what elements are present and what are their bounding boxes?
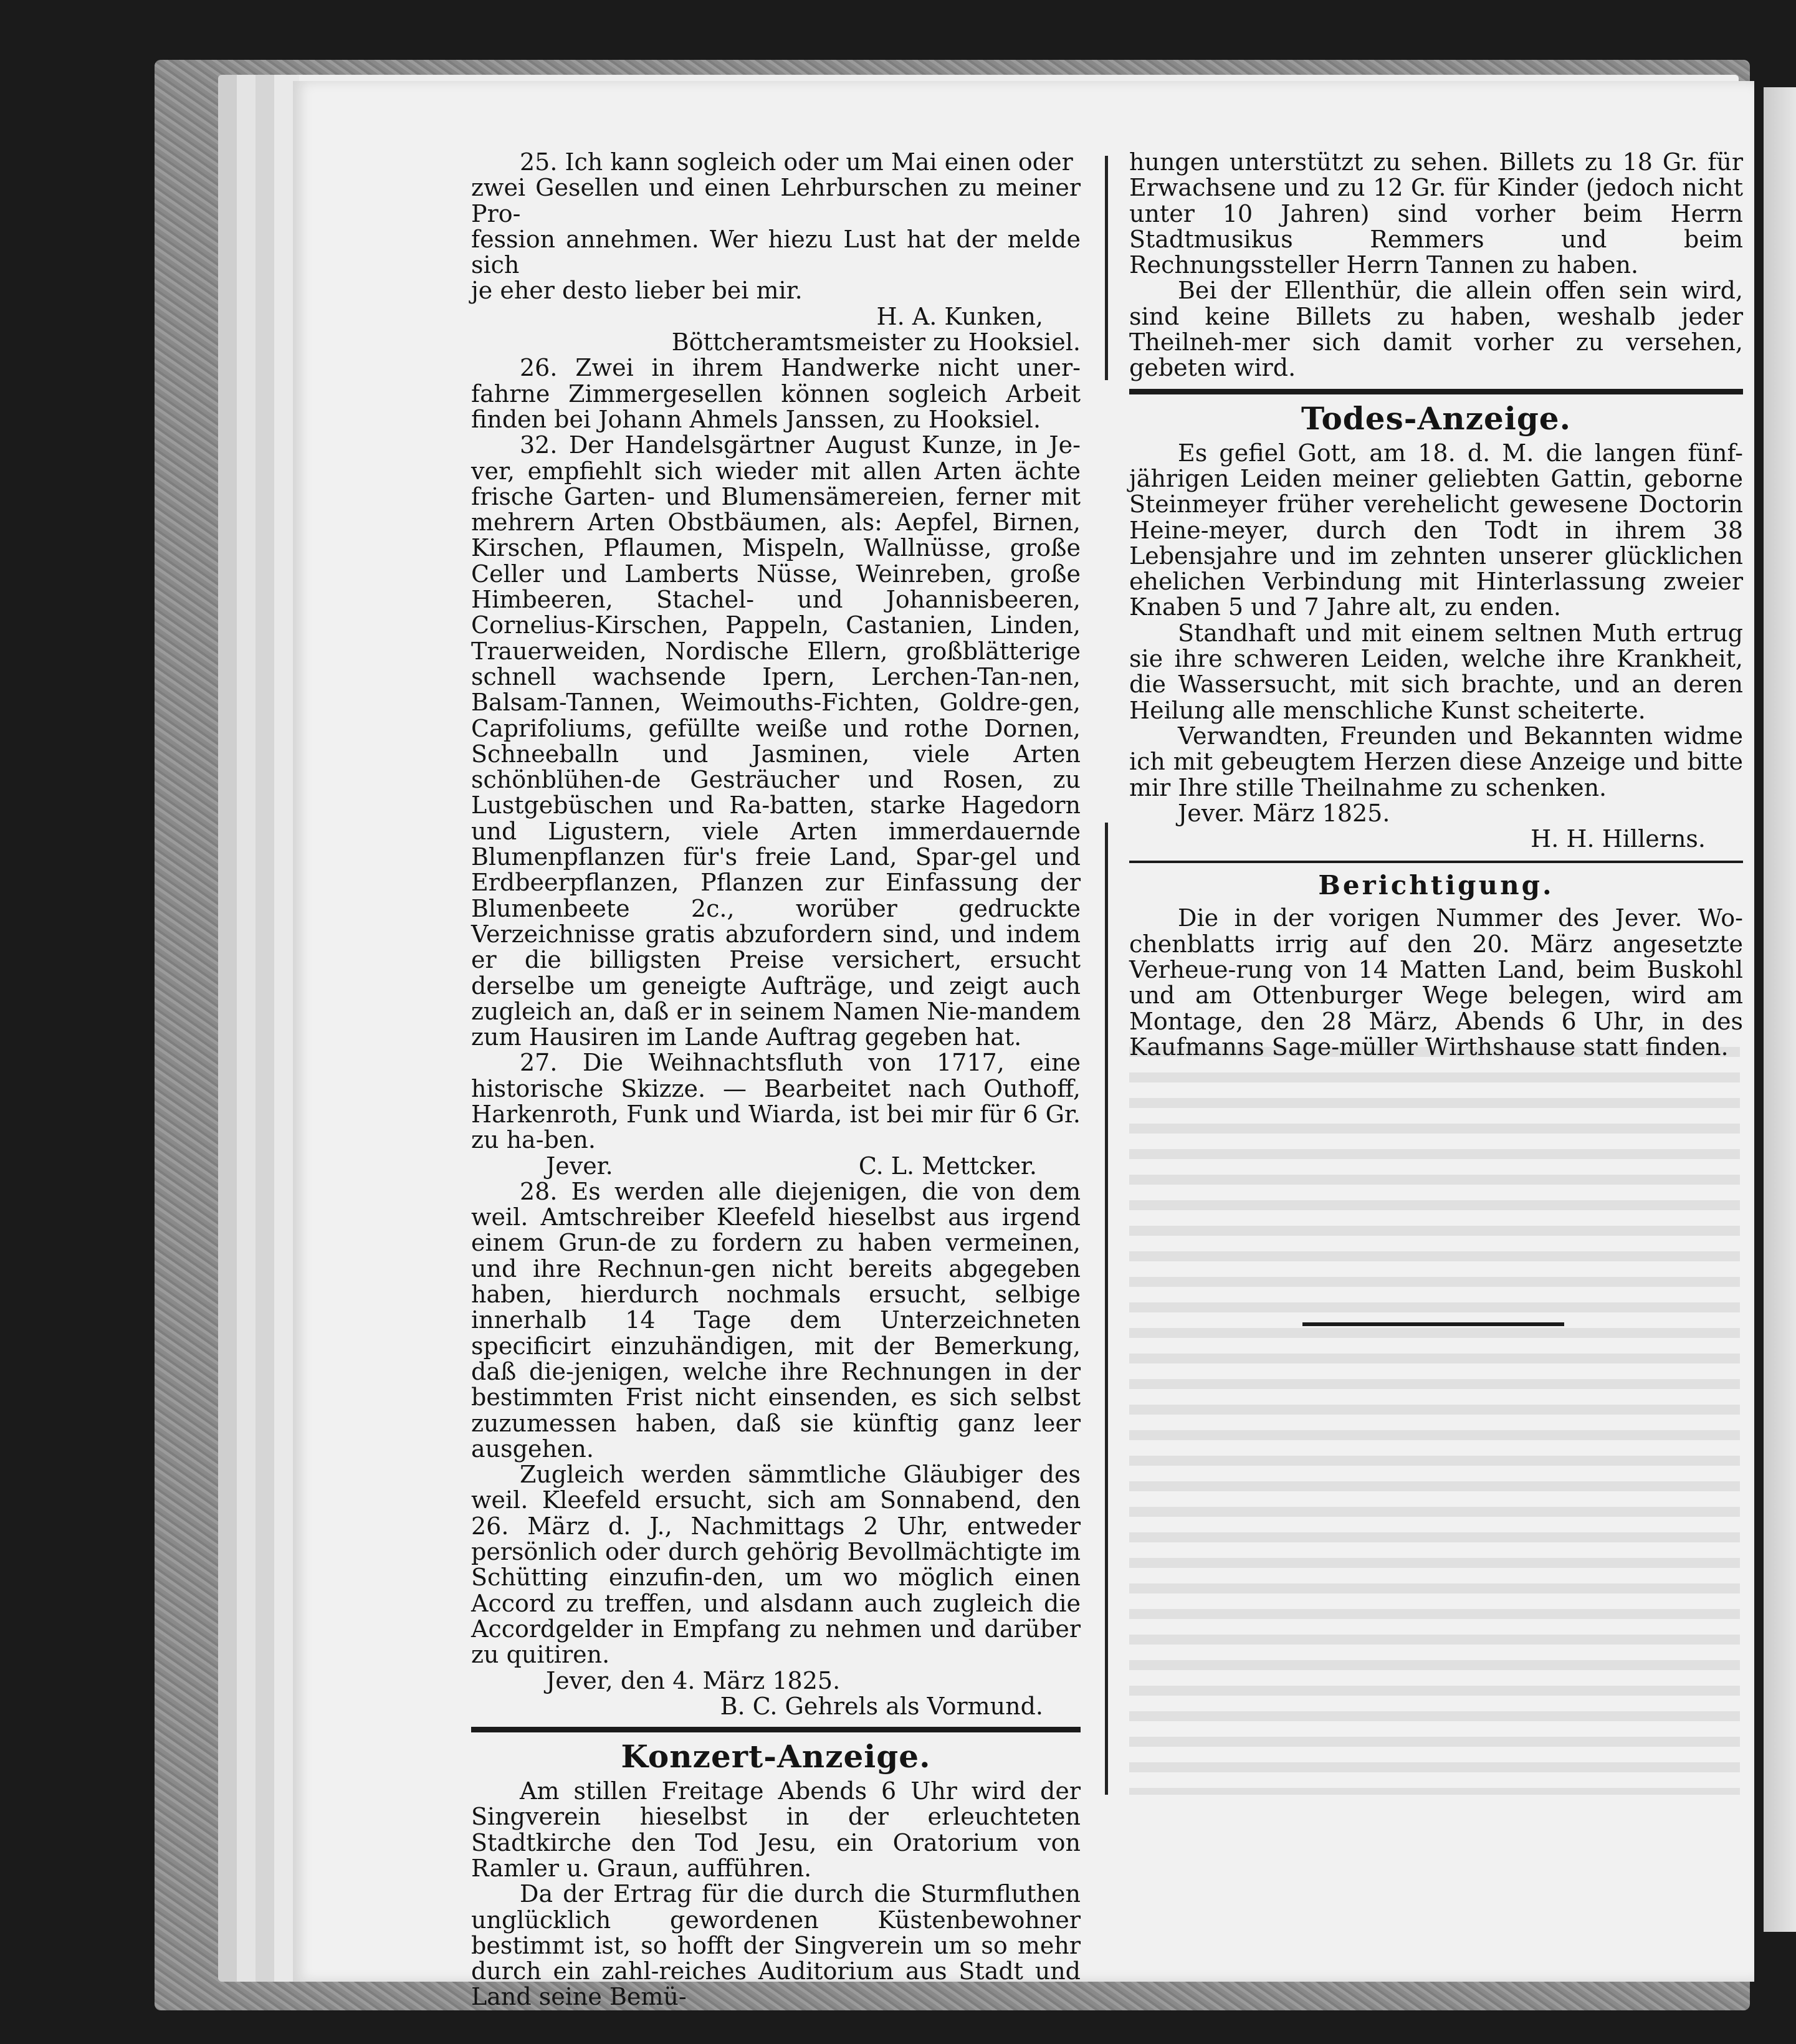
show-through-text [1129, 1047, 1740, 1795]
notice-27-footer [471, 1153, 1081, 1179]
notice-32: 32. Der Handelsgärtner August Kunze, in Je-ver, empfiehlt sich wieder mit allen Arten ächte frische Garten- und Blumensämereien, ferner mit mehrern Arten Obstbäumen, als: Aepfel, Birnen, Kirschen, Pflaumen, Mispeln, Wallnüsse, große Celler und Lamberts Nüsse, Weinreben, große Himbeeren, Stachel- und Johannisbeeren, Cornelius-Kirschen, Pappeln, Castanien, Linden, Trauerweiden, Nordische Ellern, großblätterige schnell wachsende Ipern, Lerchen-Tan-nen, Balsam-Tannen, Weimouths-Fichten, Goldre-gen, Caprifoliums, gefüllte weiße und rothe Dornen, Schneeballn und Jasminen, viele Arten schönblühen-de Gesträucher und Rosen, zu Lustgebüschen und Ra-batten, starke Hagedorn und Ligustern, viele Arten immerdauernde Blumenpflanzen für's freie Land, Spar-gel und Erdbeerpflanzen, Pflanzen zur Einfassung der Blumenbeete 2c., worüber gedruckte Verzeichnisse gratis abzufordern sind, und indem er die billigsten Preise versichert, ersucht derselbe um geneigte Aufträge, und zeigt auch zugleich an, daß er in seinem Namen Nie-mandem zum Hausiren im Lande Auftrag gegeben hat. [471, 431, 1081, 1051]
notice-27-signature: C. L. Mettcker. [858, 1152, 1037, 1180]
concert-notice [471, 1739, 1081, 2010]
death-heading: Todes-Anzeige. [1301, 399, 1572, 437]
section-rule [1129, 861, 1743, 863]
column-divider-bottom [1105, 823, 1108, 1795]
notice-25-signature-title: Böttcheramtsmeister zu Hooksiel. [671, 328, 1081, 356]
notice-25-line-2: zwei Gesellen und einen Lehrburschen zu meiner Pro- [471, 174, 1081, 227]
concert-continuation [1129, 150, 1743, 381]
correction-notice [1129, 869, 1743, 1060]
facing-page-edge [1764, 87, 1796, 1932]
death-text-3: Verwandten, Freunden und Bekannten widme ich mit gebeugtem Herzen diese Anzeige und bitte mir Ihre stille Theilnahme zu schenken. [1129, 722, 1743, 801]
end-rule [1302, 1322, 1564, 1326]
notice-27 [471, 1050, 1081, 1178]
notice-28-text-2: Zugleich werden sämmtliche Gläubiger des weil. Kleefeld ersucht, sich am Sonnabend, den 26. März d. J., Nachmittags 2 Uhr, entweder persönlich oder durch gehörig Bevollmächtigte im Schütting einzufin-den, um wo möglich einen Accord zu treffen, und alsdann auch zugleich die Accordgelder in Empfang zu nehmen und darüber zu quitiren. [471, 1461, 1081, 1669]
notice-25-line-3: fession annehmen. Wer hiezu Lust hat der melde sich [471, 225, 1081, 279]
notice-28-date: Jever, den 4. März 1825. [546, 1666, 841, 1694]
notice-27-place: Jever. [546, 1152, 613, 1180]
notice-28-signature: B. C. Gehrels als Vormund. [720, 1692, 1043, 1720]
notice-25-line-4: je eher desto lieber bei mir. [471, 277, 803, 305]
death-text-2: Standhaft und mit einem seltnen Muth ertrug sie ihre schweren Leiden, welche ihre Krankheit, die Wassersucht, mit sich brachte, und an deren Heilung alle menschliche Kunst scheiterte. [1129, 619, 1743, 724]
notice-25-line-1: 25. Ich kann sogleich oder um Mai einen oder [520, 148, 1073, 176]
death-date: Jever. März 1825. [1178, 799, 1390, 827]
notice-28-text-1: 28. Es werden alle diejenigen, die von dem weil. Amtschreiber Kleefeld hieselbst aus irgend einem Grun-de zu fordern zu haben vermeinen, und ihre Rechnun-gen nicht bereits abgegeben haben, hierdurch nochmals ersucht, selbige innerhalb 14 Tage dem Unterzeichneten specificirt einzuhändigen, mit der Bemerkung, daß die-jenigen, welche ihre Rechnungen in der bestimmten Frist nicht einsenden, es sich selbst zuzumessen haben, daß sie künftig ganz leer ausgehen. [471, 1177, 1081, 1463]
correction-text: Die in der vorigen Nummer des Jever. Wo-chenblatts irrig auf den 20. März angesetzte Verheue-rung von 14 Matten Land, beim Buskohl und am Ottenburger Wege belegen, wird am Montage, den 28 März, Abends 6 Uhr, in des Kaufmanns Sage-müller Wirthshause statt finden. [1129, 904, 1743, 1061]
column-divider-top [1105, 156, 1108, 380]
death-notice [1129, 401, 1743, 852]
death-text-1: Es gefiel Gott, am 18. d. M. die langen fünf-jährigen Leiden meiner geliebten Gattin, geborne Steinmeyer früher verehelicht gewesene Doctorin Heine-meyer, durch den Todt in ihrem 38 Lebensjahre und im zehnten unserer glücklichen ehelichen Verbindung mit Hinterlassung zweier Knaben 5 und 7 Jahre alt, zu enden. [1129, 439, 1743, 621]
concert-text-2: Da der Ertrag für die durch die Sturmfluthen unglücklich gewordenen Küstenbewohner bestimmt ist, so hofft der Singverein um so mehr durch ein zahl-reiches Auditorium aus Stadt und Land seine Bemü- [471, 1880, 1081, 2011]
notice-28 [471, 1179, 1081, 1719]
notice-27-text: 27. Die Weihnachtsfluth von 1717, eine historische Skizze. — Bearbeitet nach Outhoff, Harkenroth, Funk und Wiarda, ist bei mir für 6 Gr. zu ha-ben. [471, 1049, 1081, 1154]
concert-text-1: Am stillen Freitage Abends 6 Uhr wird der Singverein hieselbst in der erleuchteten Stadtkirche den Tod Jesu, ein Oratorium von Ramler u. Graun, aufführen. [471, 1777, 1081, 1882]
notice-25-signature-name: H. A. Kunken, [876, 302, 1043, 330]
left-column [471, 150, 1081, 2010]
concert-heading: Konzert-Anzeige. [621, 1738, 931, 1775]
section-rule [471, 1727, 1081, 1732]
section-rule [1129, 389, 1743, 394]
death-signature: H. H. Hillerns. [1531, 825, 1706, 853]
correction-heading: Berichtigung. [1318, 870, 1554, 901]
concert-cont-text-1: hungen unterstützt zu sehen. Billets zu 18 Gr. für Erwachsene und zu 12 Gr. für Kinder (jedoch nicht unter 10 Jahren) sind vorher beim Herrn Stadtmusikus Remmers und beim Rechnungssteller Herrn Tannen zu haben. [1129, 148, 1743, 279]
concert-cont-text-2: Bei der Ellenthür, die allein offen sein wird, sind keine Billets zu haben, weshalb jeder Theilneh-mer sich damit vorher zu versehen, gebeten wird. [1129, 277, 1743, 382]
right-column [1129, 150, 1743, 1060]
notice-25 [471, 150, 1081, 355]
notice-26: 26. Zwei in ihrem Handwerke nicht uner-fahrne Zimmergesellen können sogleich Arbeit finden bei Johann Ahmels Janssen, zu Hooksiel. [471, 354, 1081, 433]
